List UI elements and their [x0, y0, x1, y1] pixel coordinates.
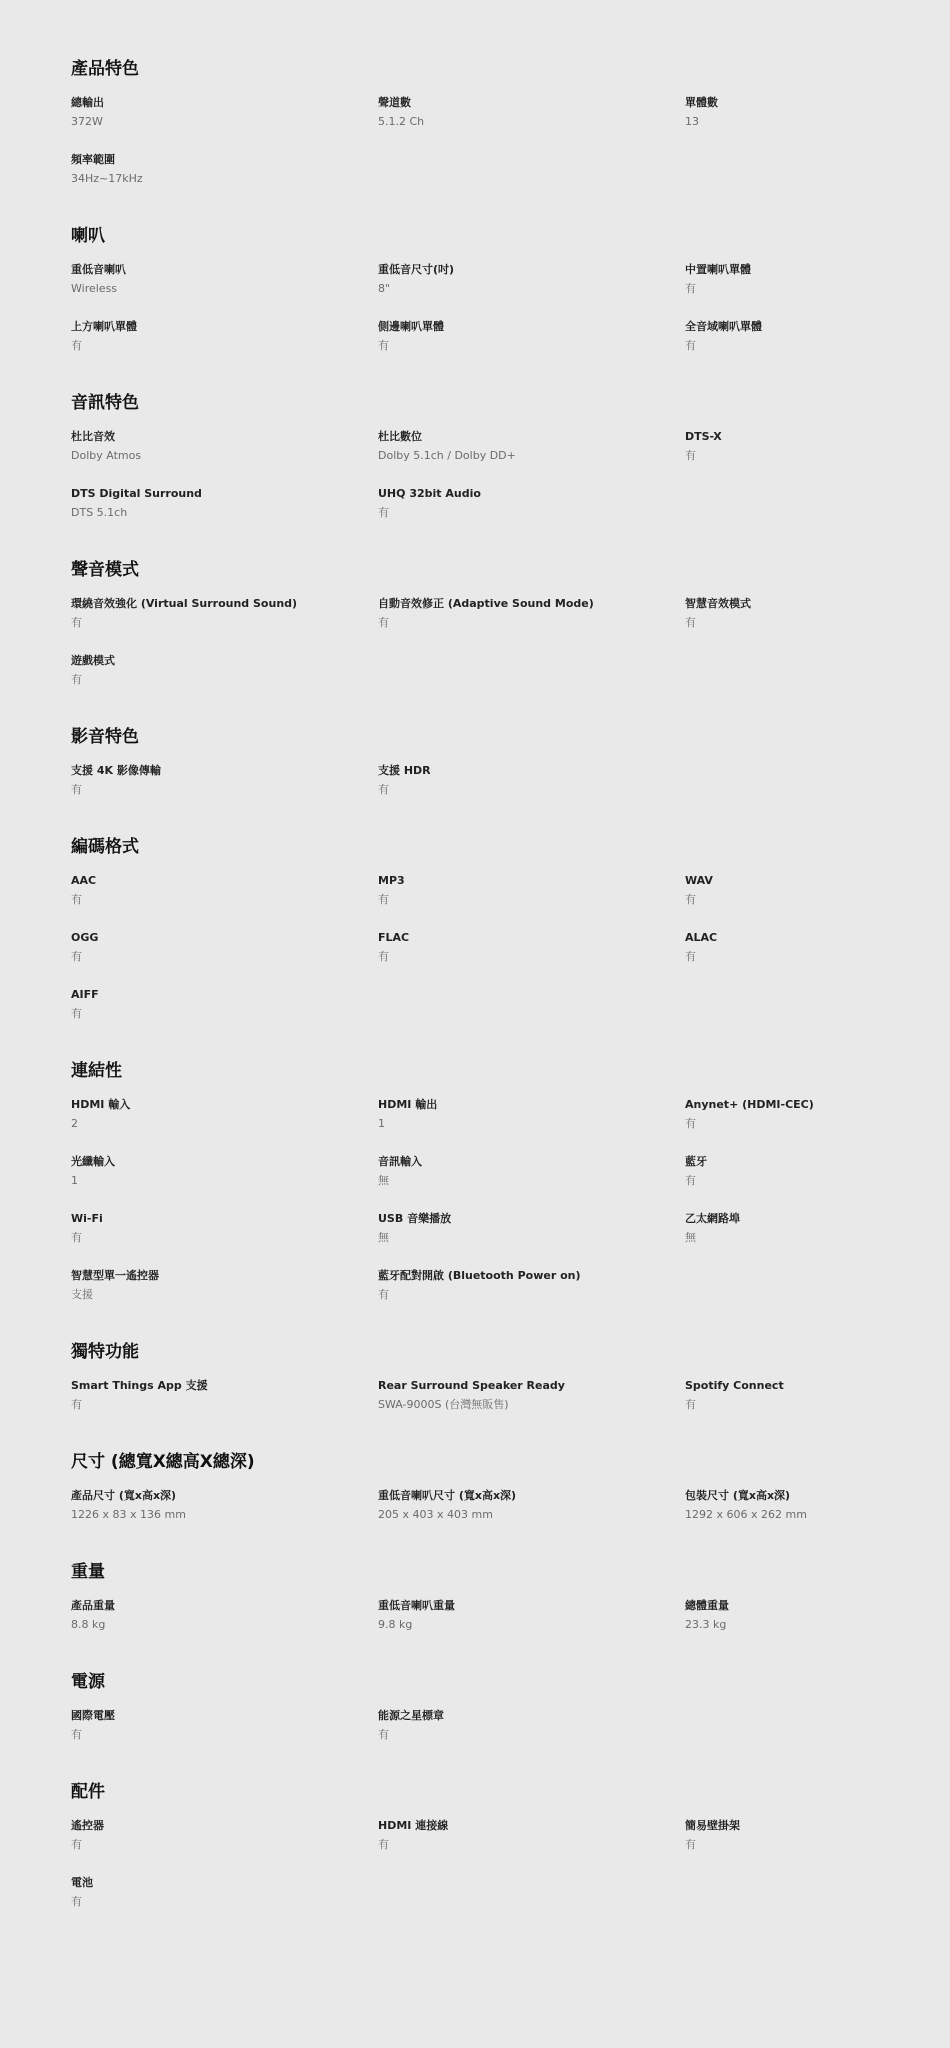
spec-value: 有 — [71, 1838, 82, 1851]
spec-label: OGG — [71, 931, 99, 944]
spec-label: 藍牙配對開啟 (Bluetooth Power on) — [378, 1269, 581, 1282]
spec-label: 光纖輸入 — [71, 1155, 115, 1168]
section-title: 編碼格式 — [71, 837, 139, 857]
spec-value: 有 — [378, 1838, 389, 1851]
spec-value: 有 — [71, 783, 82, 796]
spec-value: 8.8 kg — [71, 1618, 106, 1631]
spec-item — [71, 1596, 378, 1635]
spec-item — [685, 93, 885, 132]
spec-item — [71, 928, 378, 967]
spec-value: 13 — [685, 115, 699, 128]
spec-value: Wireless — [71, 282, 118, 295]
spec-label: Smart Things App 支援 — [71, 1379, 208, 1392]
spec-label: 遊戲模式 — [71, 654, 115, 667]
spec-item — [71, 1376, 378, 1415]
spec-item — [378, 1596, 685, 1635]
spec-item — [378, 871, 685, 910]
spec-label: 產品重量 — [71, 1599, 115, 1612]
spec-value: 8" — [378, 282, 391, 295]
spec-item — [71, 1095, 378, 1134]
spec-item — [71, 1706, 378, 1745]
spec-value: 有 — [71, 339, 82, 352]
spec-label: 自動音效修正 (Adaptive Sound Mode) — [378, 597, 594, 610]
spec-label: 重低音喇叭 — [71, 263, 126, 276]
spec-value: 有 — [685, 1117, 696, 1130]
spec-label: Spotify Connect — [685, 1379, 784, 1392]
spec-section — [71, 1671, 879, 1745]
spec-item — [71, 150, 378, 189]
spec-item — [685, 260, 885, 299]
spec-value: 有 — [685, 616, 696, 629]
spec-value: 有 — [685, 282, 696, 295]
spec-value: 有 — [378, 1288, 389, 1301]
spec-value: 有 — [71, 1728, 82, 1741]
spec-label: HDMI 連接線 — [378, 1819, 449, 1832]
spec-label: HDMI 輸入 — [71, 1098, 131, 1111]
spec-value: 有 — [71, 950, 82, 963]
section-title: 重量 — [71, 1562, 105, 1582]
spec-label: 智慧型單一遙控器 — [71, 1269, 159, 1282]
spec-value: 1226 x 83 x 136 mm — [71, 1508, 186, 1521]
spec-grid — [71, 1706, 879, 1745]
spec-value: 2 — [71, 1117, 78, 1130]
spec-value: SWA-9000S (台灣無販售) — [378, 1398, 509, 1411]
spec-item — [685, 928, 885, 967]
spec-item — [378, 1152, 685, 1191]
spec-value: Dolby 5.1ch / Dolby DD+ — [378, 449, 516, 462]
spec-label: HDMI 輸出 — [378, 1098, 438, 1111]
spec-grid — [71, 1376, 879, 1415]
section-title: 電源 — [71, 1672, 105, 1692]
spec-item — [71, 871, 378, 910]
spec-label: 藍牙 — [685, 1155, 707, 1168]
spec-label: FLAC — [378, 931, 410, 944]
spec-value: 有 — [71, 616, 82, 629]
spec-item — [71, 317, 378, 356]
spec-value: 無 — [378, 1231, 389, 1244]
spec-section — [71, 225, 879, 356]
spec-label: ALAC — [685, 931, 718, 944]
spec-value: 有 — [71, 1231, 82, 1244]
spec-item — [71, 1152, 378, 1191]
spec-item — [685, 1209, 885, 1248]
spec-item — [71, 1873, 378, 1912]
spec-label: DTS-X — [685, 430, 722, 443]
section-title: 影音特色 — [71, 727, 139, 747]
spec-label: 能源之星標章 — [378, 1709, 444, 1722]
spec-item — [71, 260, 378, 299]
spec-item — [378, 1095, 685, 1134]
spec-item — [71, 93, 378, 132]
spec-value: 372W — [71, 115, 103, 128]
spec-section — [71, 1341, 879, 1415]
spec-value: 有 — [71, 1398, 82, 1411]
spec-value: 有 — [378, 339, 389, 352]
spec-item — [378, 484, 685, 523]
spec-label: 環繞音效強化 (Virtual Surround Sound) — [71, 597, 298, 610]
spec-label: 遙控器 — [71, 1819, 104, 1832]
spec-label: 智慧音效模式 — [685, 597, 751, 610]
spec-value: 有 — [378, 783, 389, 796]
spec-item — [685, 1152, 885, 1191]
spec-value: 有 — [685, 1838, 696, 1851]
spec-value: Dolby Atmos — [71, 449, 142, 462]
section-title: 音訊特色 — [71, 393, 139, 413]
spec-label: 頻率範圍 — [71, 153, 115, 166]
spec-grid — [71, 1095, 879, 1305]
spec-label: 產品尺寸 (寬x高x深) — [71, 1489, 177, 1502]
spec-label: DTS Digital Surround — [71, 487, 202, 500]
spec-value: 有 — [71, 893, 82, 906]
spec-label: MP3 — [378, 874, 405, 887]
spec-section — [71, 559, 879, 690]
spec-grid — [71, 93, 879, 189]
spec-grid — [71, 761, 879, 800]
spec-section — [71, 726, 879, 800]
spec-label: 總輸出 — [71, 96, 104, 109]
spec-label: Rear Surround Speaker Ready — [378, 1379, 565, 1392]
spec-value: 有 — [71, 1895, 82, 1908]
spec-item — [71, 761, 378, 800]
spec-item — [71, 1816, 378, 1855]
spec-item — [378, 1376, 685, 1415]
spec-value: DTS 5.1ch — [71, 506, 128, 519]
spec-value: 34Hz~17kHz — [71, 172, 143, 185]
spec-item — [378, 1706, 685, 1745]
spec-value: 支援 — [71, 1288, 93, 1301]
spec-value: 有 — [378, 1728, 389, 1741]
spec-value: 有 — [685, 449, 696, 462]
spec-section — [71, 1561, 879, 1635]
spec-label: 中置喇叭單體 — [685, 263, 751, 276]
spec-item — [71, 651, 378, 690]
spec-grid — [71, 871, 879, 1024]
spec-label: 重低音喇叭尺寸 (寬x高x深) — [378, 1489, 517, 1502]
spec-value: 有 — [685, 1174, 696, 1187]
spec-item — [685, 594, 885, 633]
spec-item — [685, 1095, 885, 1134]
spec-value: 有 — [71, 673, 82, 686]
spec-value: 有 — [378, 616, 389, 629]
section-title: 配件 — [71, 1782, 105, 1802]
spec-item — [685, 317, 885, 356]
spec-label: 上方喇叭單體 — [71, 320, 137, 333]
spec-item — [378, 1486, 685, 1525]
spec-label: USB 音樂播放 — [378, 1212, 452, 1225]
spec-item — [71, 1209, 378, 1248]
spec-item — [378, 928, 685, 967]
spec-value: 1 — [378, 1117, 385, 1130]
spec-item — [378, 1816, 685, 1855]
spec-item — [685, 1376, 885, 1415]
spec-label: Anynet+ (HDMI-CEC) — [685, 1098, 814, 1111]
spec-label: 聲道數 — [378, 96, 411, 109]
spec-item — [378, 93, 685, 132]
section-title: 聲音模式 — [71, 560, 139, 580]
spec-label: 電池 — [71, 1876, 93, 1889]
spec-value: 有 — [378, 950, 389, 963]
spec-label: 乙太網路埠 — [685, 1212, 740, 1225]
spec-section — [71, 836, 879, 1024]
spec-value: 有 — [685, 950, 696, 963]
spec-value: 5.1.2 Ch — [378, 115, 425, 128]
spec-value: 1292 x 606 x 262 mm — [685, 1508, 807, 1521]
spec-label: 包裝尺寸 (寬x高x深) — [685, 1489, 791, 1502]
spec-value: 有 — [685, 893, 696, 906]
spec-label: 支援 HDR — [378, 764, 431, 777]
spec-label: WAV — [685, 874, 713, 887]
section-title: 獨特功能 — [71, 1342, 139, 1362]
spec-value: 有 — [378, 893, 389, 906]
section-title: 連結性 — [71, 1061, 122, 1081]
spec-label: AAC — [71, 874, 97, 887]
spec-label: 全音域喇叭單體 — [685, 320, 762, 333]
spec-item — [71, 484, 378, 523]
spec-label: 簡易壁掛架 — [685, 1819, 740, 1832]
spec-section — [71, 1451, 879, 1525]
spec-label: 重低音尺寸(吋) — [378, 263, 455, 276]
spec-item — [685, 1816, 885, 1855]
spec-grid — [71, 594, 879, 690]
spec-value: 無 — [685, 1231, 696, 1244]
spec-value: 1 — [71, 1174, 78, 1187]
spec-label: 總體重量 — [685, 1599, 729, 1612]
spec-section — [71, 1060, 879, 1305]
spec-item — [71, 594, 378, 633]
spec-label: 側邊喇叭單體 — [378, 320, 444, 333]
spec-grid — [71, 260, 879, 356]
spec-grid — [71, 1596, 879, 1635]
spec-value: 有 — [685, 339, 696, 352]
spec-item — [71, 1486, 378, 1525]
spec-label: 單體數 — [685, 96, 718, 109]
spec-item — [378, 1209, 685, 1248]
spec-item — [71, 1266, 378, 1305]
spec-label: 重低音喇叭重量 — [378, 1599, 455, 1612]
spec-value: 9.8 kg — [378, 1618, 413, 1631]
spec-item — [378, 317, 685, 356]
spec-item — [71, 427, 378, 466]
spec-item — [685, 871, 885, 910]
spec-grid — [71, 1816, 879, 1912]
spec-label: Wi-Fi — [71, 1212, 103, 1225]
spec-section — [71, 58, 879, 189]
spec-item — [71, 985, 378, 1024]
section-title: 尺寸 (總寬X總高X總深) — [71, 1452, 255, 1472]
spec-value: 有 — [685, 1398, 696, 1411]
spec-label: 杜比音效 — [71, 430, 115, 443]
spec-value: 23.3 kg — [685, 1618, 727, 1631]
spec-item — [378, 594, 685, 633]
spec-value: 205 x 403 x 403 mm — [378, 1508, 493, 1521]
spec-label: 杜比數位 — [378, 430, 422, 443]
spec-item — [378, 1266, 685, 1305]
spec-item — [378, 260, 685, 299]
spec-item — [378, 427, 685, 466]
spec-label: UHQ 32bit Audio — [378, 487, 481, 500]
spec-label: 支援 4K 影像傳輸 — [71, 764, 161, 777]
spec-grid — [71, 1486, 879, 1525]
spec-value: 有 — [378, 506, 389, 519]
section-title: 喇叭 — [71, 226, 105, 246]
spec-item — [378, 761, 685, 800]
spec-item — [685, 427, 885, 466]
spec-value: 無 — [378, 1174, 389, 1187]
spec-label: AIFF — [71, 988, 99, 1001]
spec-label: 國際電壓 — [71, 1709, 115, 1722]
spec-item — [685, 1596, 885, 1635]
spec-section — [71, 1781, 879, 1912]
spec-item — [685, 1486, 885, 1525]
spec-label: 音訊輸入 — [378, 1155, 422, 1168]
spec-value: 有 — [71, 1007, 82, 1020]
spec-section — [71, 392, 879, 523]
spec-grid — [71, 427, 879, 523]
section-title: 產品特色 — [71, 59, 139, 79]
